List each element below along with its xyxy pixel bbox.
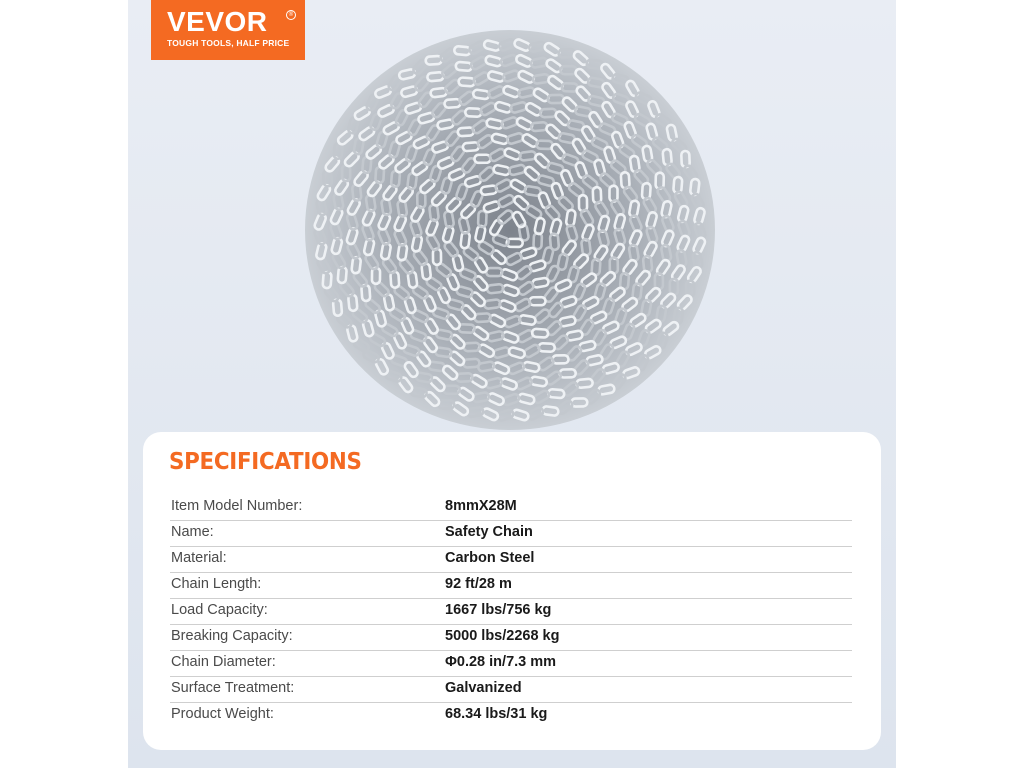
spec-label: Breaking Capacity: bbox=[171, 628, 293, 644]
spec-value: 5000 lbs/2268 kg bbox=[445, 628, 560, 644]
spec-label: Load Capacity: bbox=[171, 602, 268, 618]
spec-row-chain-diameter bbox=[170, 651, 852, 677]
spec-label: Item Model Number: bbox=[171, 498, 303, 514]
brand-logo bbox=[151, 0, 305, 60]
spec-row-load-capacity bbox=[170, 599, 852, 625]
spec-value: 68.34 lbs/31 kg bbox=[445, 706, 548, 722]
spec-row-chain-length bbox=[170, 573, 852, 599]
chain-coil-image bbox=[300, 25, 720, 435]
spec-value: Carbon Steel bbox=[445, 550, 535, 566]
coiled-chain-icon bbox=[300, 25, 720, 435]
spec-value: 1667 lbs/756 kg bbox=[445, 602, 552, 618]
spec-value: 8mmX28M bbox=[445, 498, 517, 514]
spec-label: Material: bbox=[171, 550, 227, 566]
brand-name: VEVOR bbox=[167, 6, 268, 37]
spec-row-surface-treatment bbox=[170, 677, 852, 703]
product-panel bbox=[128, 0, 896, 768]
spec-value: Φ0.28 in/7.3 mm bbox=[445, 654, 557, 670]
spec-row-name bbox=[170, 521, 852, 547]
registered-mark: ® bbox=[286, 10, 296, 20]
spec-label: Product Weight: bbox=[171, 706, 274, 722]
specifications-card bbox=[143, 432, 881, 750]
spec-value: Galvanized bbox=[445, 680, 522, 696]
spec-label: Name: bbox=[171, 524, 214, 540]
spec-row-model bbox=[170, 495, 852, 521]
spec-row-product-weight bbox=[170, 703, 852, 728]
spec-value: Safety Chain bbox=[445, 524, 533, 540]
spec-row-material bbox=[170, 547, 852, 573]
spec-label: Chain Length: bbox=[171, 576, 262, 592]
spec-label: Surface Treatment: bbox=[171, 680, 295, 696]
specifications-title: SPECIFICATIONS bbox=[169, 449, 362, 475]
specifications-table bbox=[170, 495, 852, 728]
spec-value: 92 ft/28 m bbox=[445, 576, 512, 592]
spec-row-breaking-capacity bbox=[170, 625, 852, 651]
brand-tagline: TOUGH TOOLS, HALF PRICE bbox=[167, 38, 290, 48]
spec-label: Chain Diameter: bbox=[171, 654, 276, 670]
